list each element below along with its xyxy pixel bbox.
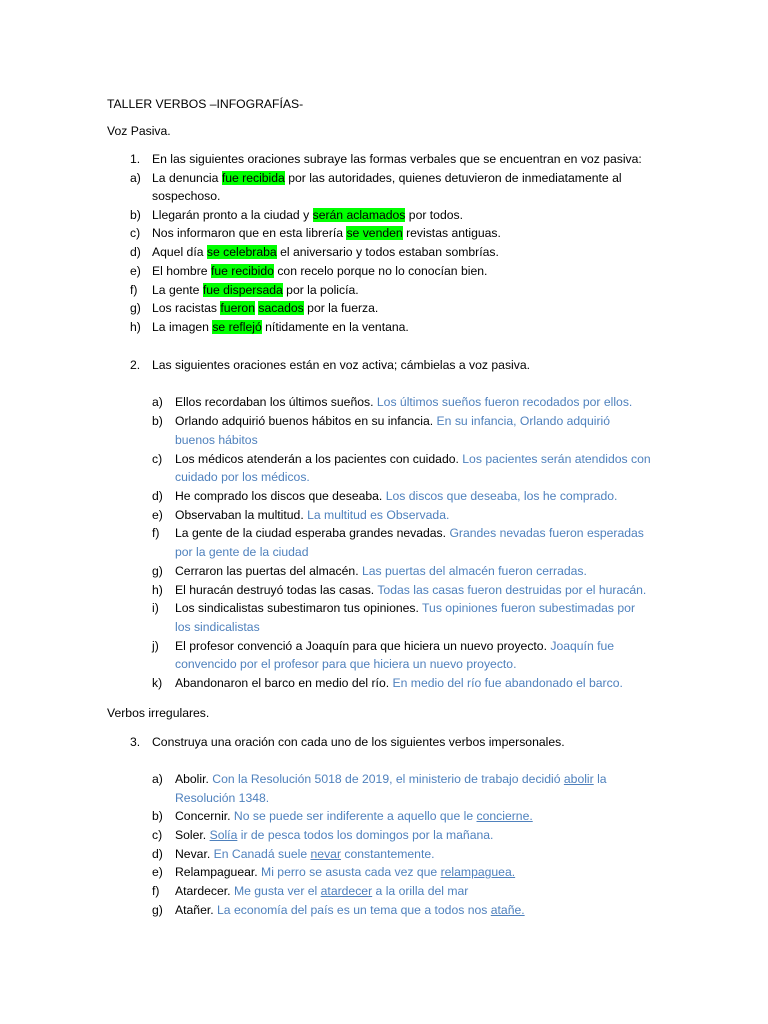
- list-item: El hombre fue recibido con recelo porque no lo conocían bien.: [152, 264, 488, 278]
- list-item: La gente fue dispersada por la policía.: [152, 283, 359, 297]
- passive-verb-highlight: fue recibido: [210, 264, 274, 278]
- question-number: 3.: [130, 735, 141, 749]
- item-marker: b): [152, 809, 163, 823]
- list-item: Ellos recordaban los últimos sueños. Los últimos sueños fueron recodados por ellos.: [175, 395, 633, 409]
- passive-verb-highlight: fue dispersada: [202, 283, 283, 297]
- list-item: Nos informaron que en esta librería se venden revistas antiguas.: [152, 226, 501, 240]
- list-item: Abolir. Con la Resolución 5018 de 2019, el ministerio de trabajo decidió abolir la: [175, 772, 607, 786]
- list-item: Nevar. En Canadá suele nevar constantemente.: [175, 847, 435, 861]
- item-marker: h): [130, 320, 141, 334]
- question-text: Las siguientes oraciones están en voz activa; cámbielas a voz pasiva.: [152, 358, 531, 372]
- item-marker: c): [152, 452, 163, 466]
- item-marker: a): [152, 772, 163, 786]
- item-marker: j): [152, 639, 159, 653]
- list-item: Observaban la multitud. La multitud es Observada.: [175, 508, 450, 522]
- list-item: La imagen se reflejó nítidamente en la ventana.: [152, 320, 409, 334]
- list-item: Llegarán pronto a la ciudad y serán aclamados por todos.: [152, 208, 463, 222]
- list-item: Relampaguear. Mi perro se asusta cada vez que relampaguea.: [175, 865, 516, 879]
- question-number: 2.: [130, 358, 141, 372]
- section-title-voz-pasiva: Voz Pasiva.: [107, 124, 171, 138]
- passive-verb-highlight: se reflejó: [212, 320, 262, 334]
- question-text: En las siguientes oraciones subraye las formas verbales que se encuentran en voz pasiva:: [152, 152, 642, 166]
- item-marker: g): [152, 564, 163, 578]
- answer-continuation: Resolución 1348.: [175, 791, 270, 805]
- item-marker: h): [152, 583, 163, 597]
- list-item: Aquel día se celebraba el aniversario y todos estaban sombrías.: [152, 245, 499, 259]
- item-marker: a): [130, 171, 141, 185]
- answer-text: Joaquín fue: [546, 639, 615, 653]
- list-item: He comprado los discos que deseaba. Los discos que deseaba, los he comprado.: [175, 489, 618, 503]
- item-marker: e): [130, 264, 141, 278]
- answer-continuation: convencido por el profesor para que hiciera un nuevo proyecto.: [175, 657, 517, 671]
- question-number: 1.: [130, 152, 141, 166]
- list-item: Los médicos atenderán a los pacientes con cuidado. Los pacientes serán atendidos con: [175, 452, 651, 466]
- underlined-verb: atañe.: [490, 903, 525, 917]
- item-marker: e): [152, 865, 163, 879]
- passive-verb-highlight: se venden: [346, 226, 403, 240]
- answer-text: Los últimos sueños fueron recodados por ellos.: [373, 395, 633, 409]
- answer-continuation: los sindicalistas: [175, 620, 260, 634]
- item-marker: c): [130, 226, 141, 240]
- list-item: El huracán destruyó todas las casas. Todas las casas fueron destruidas por el huracán.: [175, 583, 647, 597]
- list-item: Orlando adquirió buenos hábitos en su infancia. En su infancia, Orlando adquirió: [175, 414, 610, 428]
- list-item: Soler. Solía ir de pesca todos los domingos por la mañana.: [175, 828, 494, 842]
- underlined-verb: atardecer: [320, 884, 373, 898]
- answer-text: En su infancia, Orlando adquirió: [433, 414, 610, 428]
- item-marker: f): [130, 283, 138, 297]
- document-title: TALLER VERBOS –INFOGRAFÍAS-: [107, 97, 304, 111]
- answer-text: Los pacientes serán atendidos con: [458, 452, 651, 466]
- question-text: Construya una oración con cada uno de los siguientes verbos impersonales.: [152, 735, 565, 749]
- answer-continuation: por la gente de la ciudad: [175, 545, 309, 559]
- item-marker: e): [152, 508, 163, 522]
- list-item: Atardecer. Me gusta ver el atardecer a la orilla del mar: [175, 884, 469, 898]
- answer-text: En medio del río fue abandonado el barco.: [389, 676, 623, 690]
- item-marker: g): [152, 903, 163, 917]
- passive-verb-highlight: fue recibida: [221, 171, 285, 185]
- underlined-verb: relampaguea.: [440, 865, 516, 879]
- answer-text: La multitud es Observada.: [303, 508, 450, 522]
- list-item: Cerraron las puertas del almacén. Las puertas del almacén fueron cerradas.: [175, 564, 587, 578]
- section-title-verbos-irregulares: Verbos irregulares.: [107, 706, 210, 720]
- list-item: El profesor convenció a Joaquín para que hiciera un nuevo proyecto. Joaquín fue: [175, 639, 615, 653]
- passive-verb-highlight: sacados: [258, 301, 304, 315]
- underlined-verb: Solía: [209, 828, 238, 842]
- underlined-verb: nevar: [310, 847, 342, 861]
- list-item: La gente de la ciudad esperaba grandes nevadas. Grandes nevadas fueron esperadas: [175, 526, 644, 540]
- answer-continuation: buenos hábitos: [175, 433, 258, 447]
- answer-text: Todas las casas fueron destruidas por el huracán.: [374, 583, 647, 597]
- underlined-verb: concierne.: [476, 809, 533, 823]
- item-marker: b): [152, 414, 163, 428]
- item-marker: d): [152, 489, 163, 503]
- passive-verb-highlight: fueron: [220, 301, 255, 315]
- item-marker: k): [152, 676, 163, 690]
- item-marker: d): [152, 847, 163, 861]
- item-marker: b): [130, 208, 141, 222]
- answer-text: Las puertas del almacén fueron cerradas.: [358, 564, 587, 578]
- item-marker: c): [152, 828, 163, 842]
- list-item: La denuncia fue recibida por las autoridades, quienes detuvieron de inmediatamente al: [152, 171, 622, 185]
- answer-continuation: cuidado por los médicos.: [175, 470, 310, 484]
- list-item: Atañer. La economía del país es un tema que a todos nos atañe.: [175, 903, 525, 917]
- item-marker: a): [152, 395, 163, 409]
- item-marker: d): [130, 245, 141, 259]
- passive-verb-highlight: se celebraba: [206, 245, 277, 259]
- underlined-verb: abolir: [563, 772, 594, 786]
- answer-text: Tus opiniones fueron subestimadas por: [418, 601, 636, 615]
- passive-verb-highlight: serán aclamados: [312, 208, 406, 222]
- item-marker: f): [152, 526, 160, 540]
- list-item: Los sindicalistas subestimaron tus opiniones. Tus opiniones fueron subestimadas por: [175, 601, 636, 615]
- answer-text: Los discos que deseaba, los he comprado.: [382, 489, 618, 503]
- item-marker: g): [130, 301, 141, 315]
- item-marker: i): [152, 601, 159, 615]
- item-marker: f): [152, 884, 160, 898]
- answer-text: Grandes nevadas fueron esperadas: [449, 526, 644, 540]
- list-item: Abandonaron el barco en medio del río. En medio del río fue abandonado el barco.: [175, 676, 623, 690]
- list-item-continuation: sospechoso.: [152, 189, 221, 203]
- list-item: Concernir. No se puede ser indiferente a aquello que le concierne.: [175, 809, 533, 823]
- list-item: Los racistas fueron sacados por la fuerza.: [152, 301, 379, 315]
